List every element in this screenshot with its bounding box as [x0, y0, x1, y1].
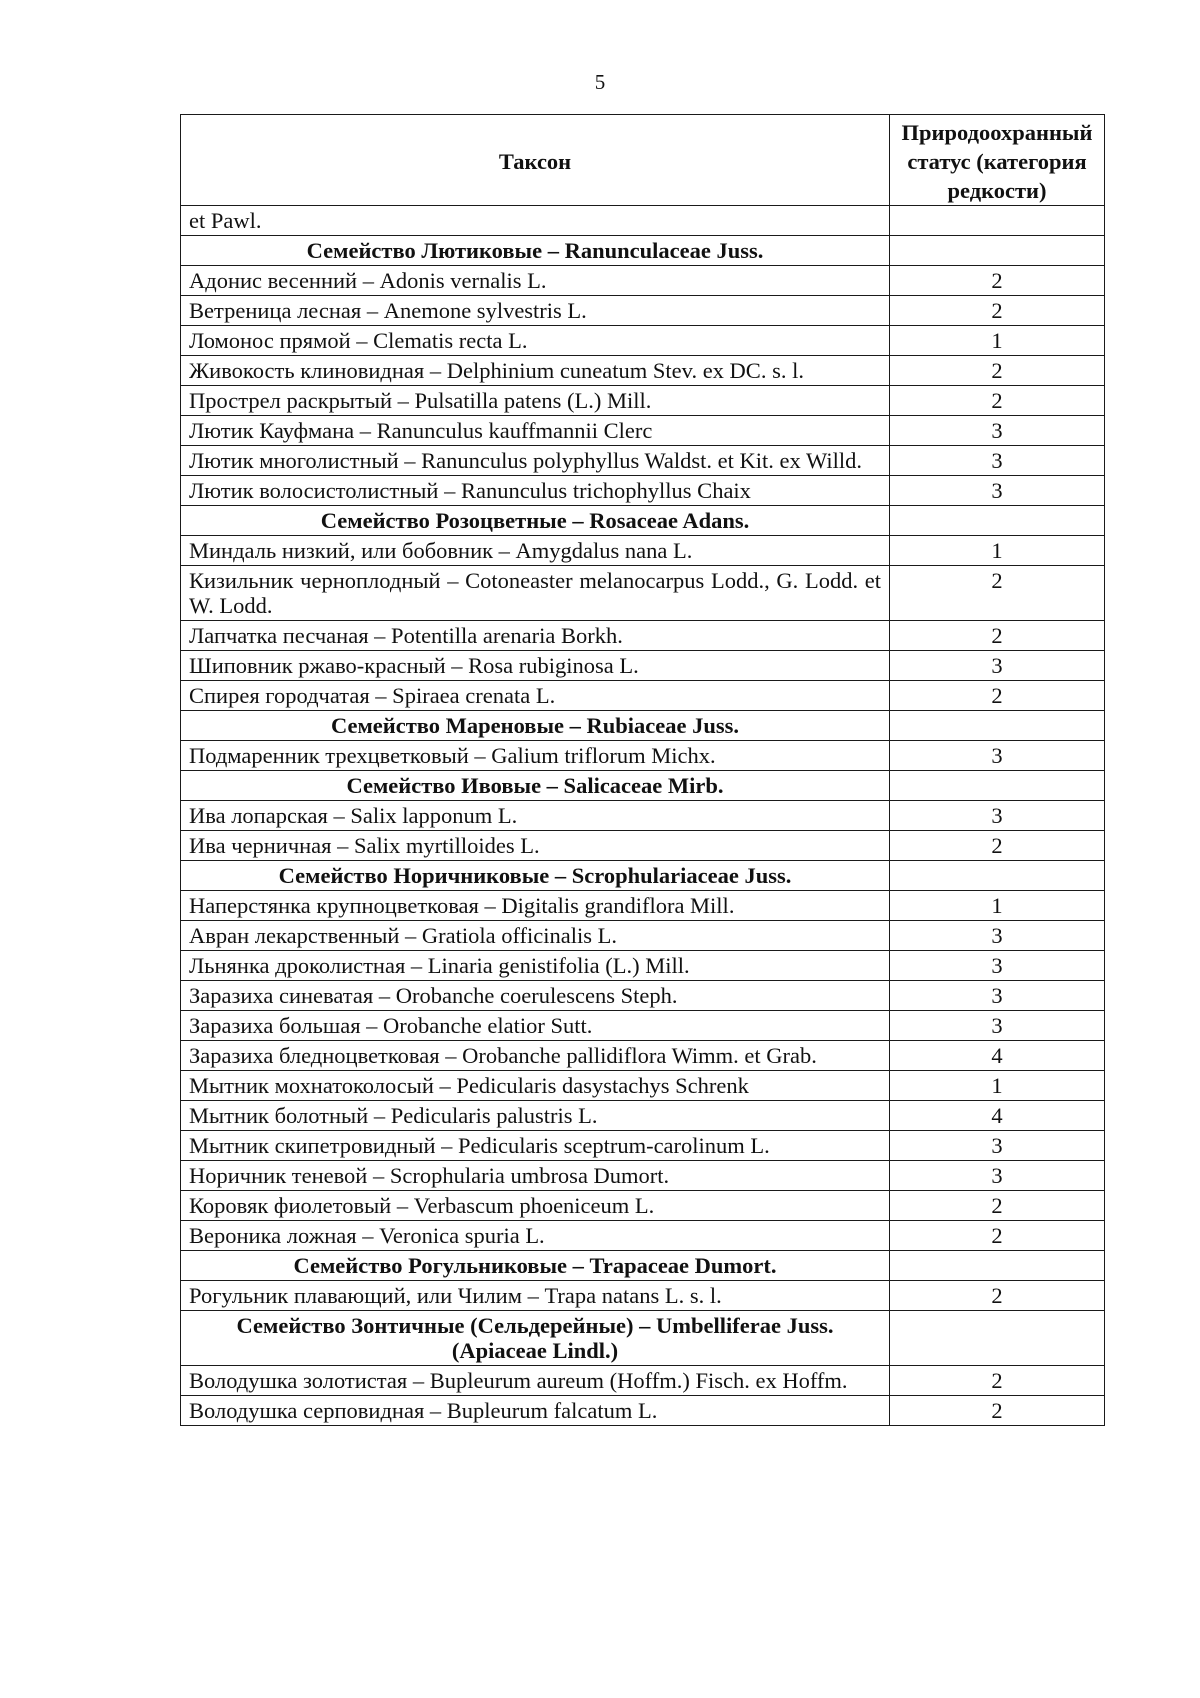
taxon-name-cell: Заразиха бледноцветковая – Orobanche pallidiflora Wimm. et Grab.	[181, 1041, 890, 1071]
rarity-category-cell	[890, 1251, 1105, 1281]
taxon-name-cell: Лапчатка песчаная – Potentilla arenaria Borkh.	[181, 621, 890, 651]
taxon-name-cell: Ломонос прямой – Clematis recta L.	[181, 326, 890, 356]
table-row	[181, 476, 1105, 506]
rare-species-table	[180, 114, 1105, 1426]
taxon-name-cell: Володушка золотистая – Bupleurum aureum (Hoffm.) Fisch. ex Hoffm.	[181, 1366, 890, 1396]
family-header-row	[181, 861, 1105, 891]
taxon-name-cell: Кизильник черноплодный – Cotoneaster melanocarpus Lodd., G. Lodd. et W. Lodd.	[181, 566, 890, 621]
rarity-category-cell	[890, 771, 1105, 801]
taxon-name-cell: Спирея городчатая – Spiraea crenata L.	[181, 681, 890, 711]
rarity-category-cell: 3	[890, 951, 1105, 981]
table-header-row	[181, 115, 1105, 206]
table-row	[181, 1041, 1105, 1071]
rarity-category-cell: 4	[890, 1101, 1105, 1131]
table-row	[181, 1366, 1105, 1396]
family-name-cell: Семейство Мареновые – Rubiaceae Juss.	[181, 711, 890, 741]
table-row	[181, 981, 1105, 1011]
table-row	[181, 621, 1105, 651]
rarity-category-cell	[890, 206, 1105, 236]
rarity-category-cell: 3	[890, 1011, 1105, 1041]
table-row	[181, 741, 1105, 771]
rarity-category-cell: 3	[890, 741, 1105, 771]
taxon-name-cell: Заразиха синеватая – Orobanche coerulescens Steph.	[181, 981, 890, 1011]
table-row	[181, 416, 1105, 446]
taxon-name-cell: Мытник болотный – Pedicularis palustris L.	[181, 1101, 890, 1131]
table-row	[181, 566, 1105, 621]
taxon-name-cell: et Pawl.	[181, 206, 890, 236]
table-row	[181, 296, 1105, 326]
table-row	[181, 831, 1105, 861]
family-header-row	[181, 711, 1105, 741]
table-row	[181, 891, 1105, 921]
table-row	[181, 326, 1105, 356]
taxon-name-cell: Заразиха большая – Orobanche elatior Sutt.	[181, 1011, 890, 1041]
table-body	[181, 206, 1105, 1426]
column-header-taxon: Таксон	[181, 115, 890, 206]
table-row	[181, 446, 1105, 476]
family-header-row	[181, 1251, 1105, 1281]
rarity-category-cell: 2	[890, 1366, 1105, 1396]
table-row	[181, 1161, 1105, 1191]
column-header-status: Природоохранный статус (категория редкости)	[890, 115, 1105, 206]
table-row	[181, 1131, 1105, 1161]
table-row	[181, 681, 1105, 711]
rarity-category-cell: 2	[890, 1221, 1105, 1251]
taxon-name-cell: Лютик многолистный – Ranunculus polyphyllus Waldst. et Kit. ex Willd.	[181, 446, 890, 476]
rarity-category-cell: 3	[890, 476, 1105, 506]
table-row	[181, 266, 1105, 296]
table-row	[181, 386, 1105, 416]
family-header-row	[181, 506, 1105, 536]
taxon-name-cell: Ветреница лесная – Anemone sylvestris L.	[181, 296, 890, 326]
rarity-category-cell	[890, 711, 1105, 741]
rarity-category-cell: 3	[890, 651, 1105, 681]
rarity-category-cell: 2	[890, 1281, 1105, 1311]
taxon-name-cell: Ива лопарская – Salix lapponum L.	[181, 801, 890, 831]
rarity-category-cell: 3	[890, 416, 1105, 446]
taxon-name-cell: Льнянка дроколистная – Linaria genistifolia (L.) Mill.	[181, 951, 890, 981]
taxon-name-cell: Подмаренник трехцветковый – Galium triflorum Michx.	[181, 741, 890, 771]
taxon-name-cell: Вероника ложная – Veronica spuria L.	[181, 1221, 890, 1251]
table-row	[181, 801, 1105, 831]
rarity-category-cell: 2	[890, 266, 1105, 296]
table-row	[181, 1281, 1105, 1311]
rarity-category-cell: 3	[890, 801, 1105, 831]
taxon-name-cell: Мытник скипетровидный – Pedicularis sceptrum-carolinum L.	[181, 1131, 890, 1161]
family-header-row	[181, 771, 1105, 801]
family-name-cell: Семейство Розоцветные – Rosaceae Adans.	[181, 506, 890, 536]
table-row	[181, 1071, 1105, 1101]
taxon-name-cell: Володушка серповидная – Bupleurum falcatum L.	[181, 1396, 890, 1426]
taxon-name-cell: Авран лекарственный – Gratiola officinalis L.	[181, 921, 890, 951]
rarity-category-cell: 3	[890, 1161, 1105, 1191]
taxon-name-cell: Лютик волосистолистный – Ranunculus trichophyllus Chaix	[181, 476, 890, 506]
rarity-category-cell: 3	[890, 981, 1105, 1011]
taxon-name-cell: Ива черничная – Salix myrtilloides L.	[181, 831, 890, 861]
rarity-category-cell	[890, 506, 1105, 536]
rarity-category-cell: 2	[890, 831, 1105, 861]
rarity-category-cell: 2	[890, 386, 1105, 416]
rarity-category-cell: 2	[890, 1396, 1105, 1426]
rarity-category-cell: 2	[890, 1191, 1105, 1221]
taxon-name-cell: Миндаль низкий, или бобовник – Amygdalus nana L.	[181, 536, 890, 566]
rarity-category-cell: 1	[890, 536, 1105, 566]
family-header-row	[181, 236, 1105, 266]
rarity-category-cell	[890, 861, 1105, 891]
taxon-name-cell: Коровяк фиолетовый – Verbascum phoeniceum L.	[181, 1191, 890, 1221]
family-name-cell: Семейство Норичниковые – Scrophulariaceae Juss.	[181, 861, 890, 891]
rarity-category-cell: 1	[890, 1071, 1105, 1101]
rarity-category-cell: 2	[890, 356, 1105, 386]
family-name-cell: Семейство Ивовые – Salicaceae Mirb.	[181, 771, 890, 801]
page-number: 5	[594, 70, 606, 94]
taxon-name-cell: Норичник теневой – Scrophularia umbrosa Dumort.	[181, 1161, 890, 1191]
table-row	[181, 536, 1105, 566]
taxon-name-cell: Лютик Кауфмана – Ranunculus kauffmannii Clerc	[181, 416, 890, 446]
rarity-category-cell	[890, 236, 1105, 266]
rarity-category-cell: 1	[890, 891, 1105, 921]
taxon-name-cell: Наперстянка крупноцветковая – Digitalis grandiflora Mill.	[181, 891, 890, 921]
table-row	[181, 1101, 1105, 1131]
rarity-category-cell: 2	[890, 296, 1105, 326]
rarity-category-cell	[890, 1311, 1105, 1366]
taxon-name-cell: Мытник мохнатоколосый – Pedicularis dasystachys Schrenk	[181, 1071, 890, 1101]
table-row	[181, 1396, 1105, 1426]
table-row	[181, 1191, 1105, 1221]
rarity-category-cell: 3	[890, 446, 1105, 476]
taxon-name-cell: Прострел раскрытый – Pulsatilla patens (L.) Mill.	[181, 386, 890, 416]
rarity-category-cell: 2	[890, 681, 1105, 711]
family-name-cell: Семейство Рогульниковые – Trapaceae Dumort.	[181, 1251, 890, 1281]
table-row	[181, 356, 1105, 386]
table-row	[181, 951, 1105, 981]
taxon-name-cell: Живокость клиновидная – Delphinium cuneatum Stev. ex DC. s. l.	[181, 356, 890, 386]
taxon-name-cell: Адонис весенний – Adonis vernalis L.	[181, 266, 890, 296]
rarity-category-cell: 3	[890, 1131, 1105, 1161]
table-row	[181, 1011, 1105, 1041]
table-row	[181, 921, 1105, 951]
family-header-row	[181, 1311, 1105, 1366]
family-name-cell: Семейство Лютиковые – Ranunculaceae Juss.	[181, 236, 890, 266]
rarity-category-cell: 4	[890, 1041, 1105, 1071]
taxon-name-cell: Шиповник ржаво-красный – Rosa rubiginosa L.	[181, 651, 890, 681]
table-row	[181, 1221, 1105, 1251]
family-name-cell: Семейство Зонтичные (Сельдерейные) – Umbelliferae Juss. (Apiaceae Lindl.)	[181, 1311, 890, 1366]
table-row	[181, 206, 1105, 236]
taxon-name-cell: Рогульник плавающий, или Чилим – Trapa natans L. s. l.	[181, 1281, 890, 1311]
rarity-category-cell: 1	[890, 326, 1105, 356]
rarity-category-cell: 3	[890, 921, 1105, 951]
table-row	[181, 651, 1105, 681]
rarity-category-cell: 2	[890, 566, 1105, 621]
rarity-category-cell: 2	[890, 621, 1105, 651]
